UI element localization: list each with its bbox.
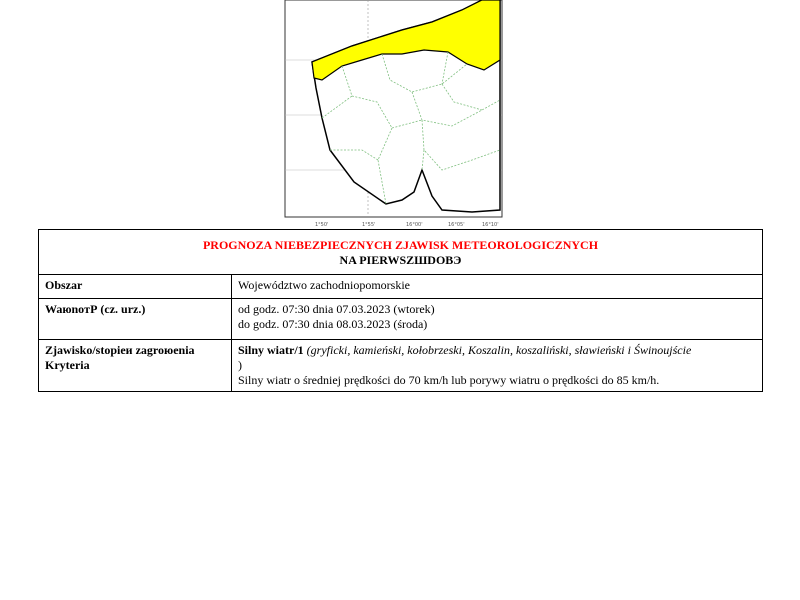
warning-table xyxy=(38,229,763,392)
phenomenon-label xyxy=(39,340,232,392)
voivodeship-map xyxy=(282,0,507,229)
warning-title-row xyxy=(39,230,763,275)
warning-title: PROGNOZA NIEBEZPIECZNYCH ZJAWISK METEOROLOGICZNYCH xyxy=(202,238,599,252)
area-row xyxy=(39,275,763,299)
warning-subtitle: NA PIERWSZШDOBЭ xyxy=(339,253,462,267)
phenomenon-value xyxy=(232,340,763,392)
map-axis-label: 1°50' xyxy=(315,222,329,228)
map-axis-label: 16°00' xyxy=(406,222,423,228)
validity-value xyxy=(232,299,763,340)
validity-to: do godz. 07:30 dnia 08.03.2023 (środa) xyxy=(238,317,428,331)
validity-from: od godz. 07:30 dnia 07.03.2023 (wtorek) xyxy=(238,302,435,316)
map-axis-label: 16°10' xyxy=(482,222,499,228)
phenomenon-label-line2: Kryteria xyxy=(45,358,90,372)
phenomenon-counties: (gryficki, kamieński, kołobrzeski, Koszalin, koszaliński, sławieński i Świnoujście xyxy=(306,343,692,357)
validity-label: WaюnoтР (cz. urz.) xyxy=(39,299,232,340)
phenomenon-name: Silny wiatr/1 xyxy=(238,343,304,357)
area-value: Województwo zachodniopomorskie xyxy=(232,275,763,299)
validity-row xyxy=(39,299,763,340)
phenomenon-label-line1: Zjawisko/stopieи zagroюenia xyxy=(45,343,195,357)
area-label: Obszar xyxy=(39,275,232,299)
map-axis-label: 16°05' xyxy=(448,222,465,228)
phenomenon-row xyxy=(39,340,763,392)
warning-map xyxy=(282,0,507,229)
phenomenon-criteria: Silny wiatr o średniej prędkości do 70 km/h lub porywy wiatru o prędkości do 85 km/h. xyxy=(238,373,660,387)
warning-title-cell xyxy=(39,230,763,275)
map-axis-label: 1°55' xyxy=(362,222,376,228)
phenomenon-close: ) xyxy=(238,358,242,372)
